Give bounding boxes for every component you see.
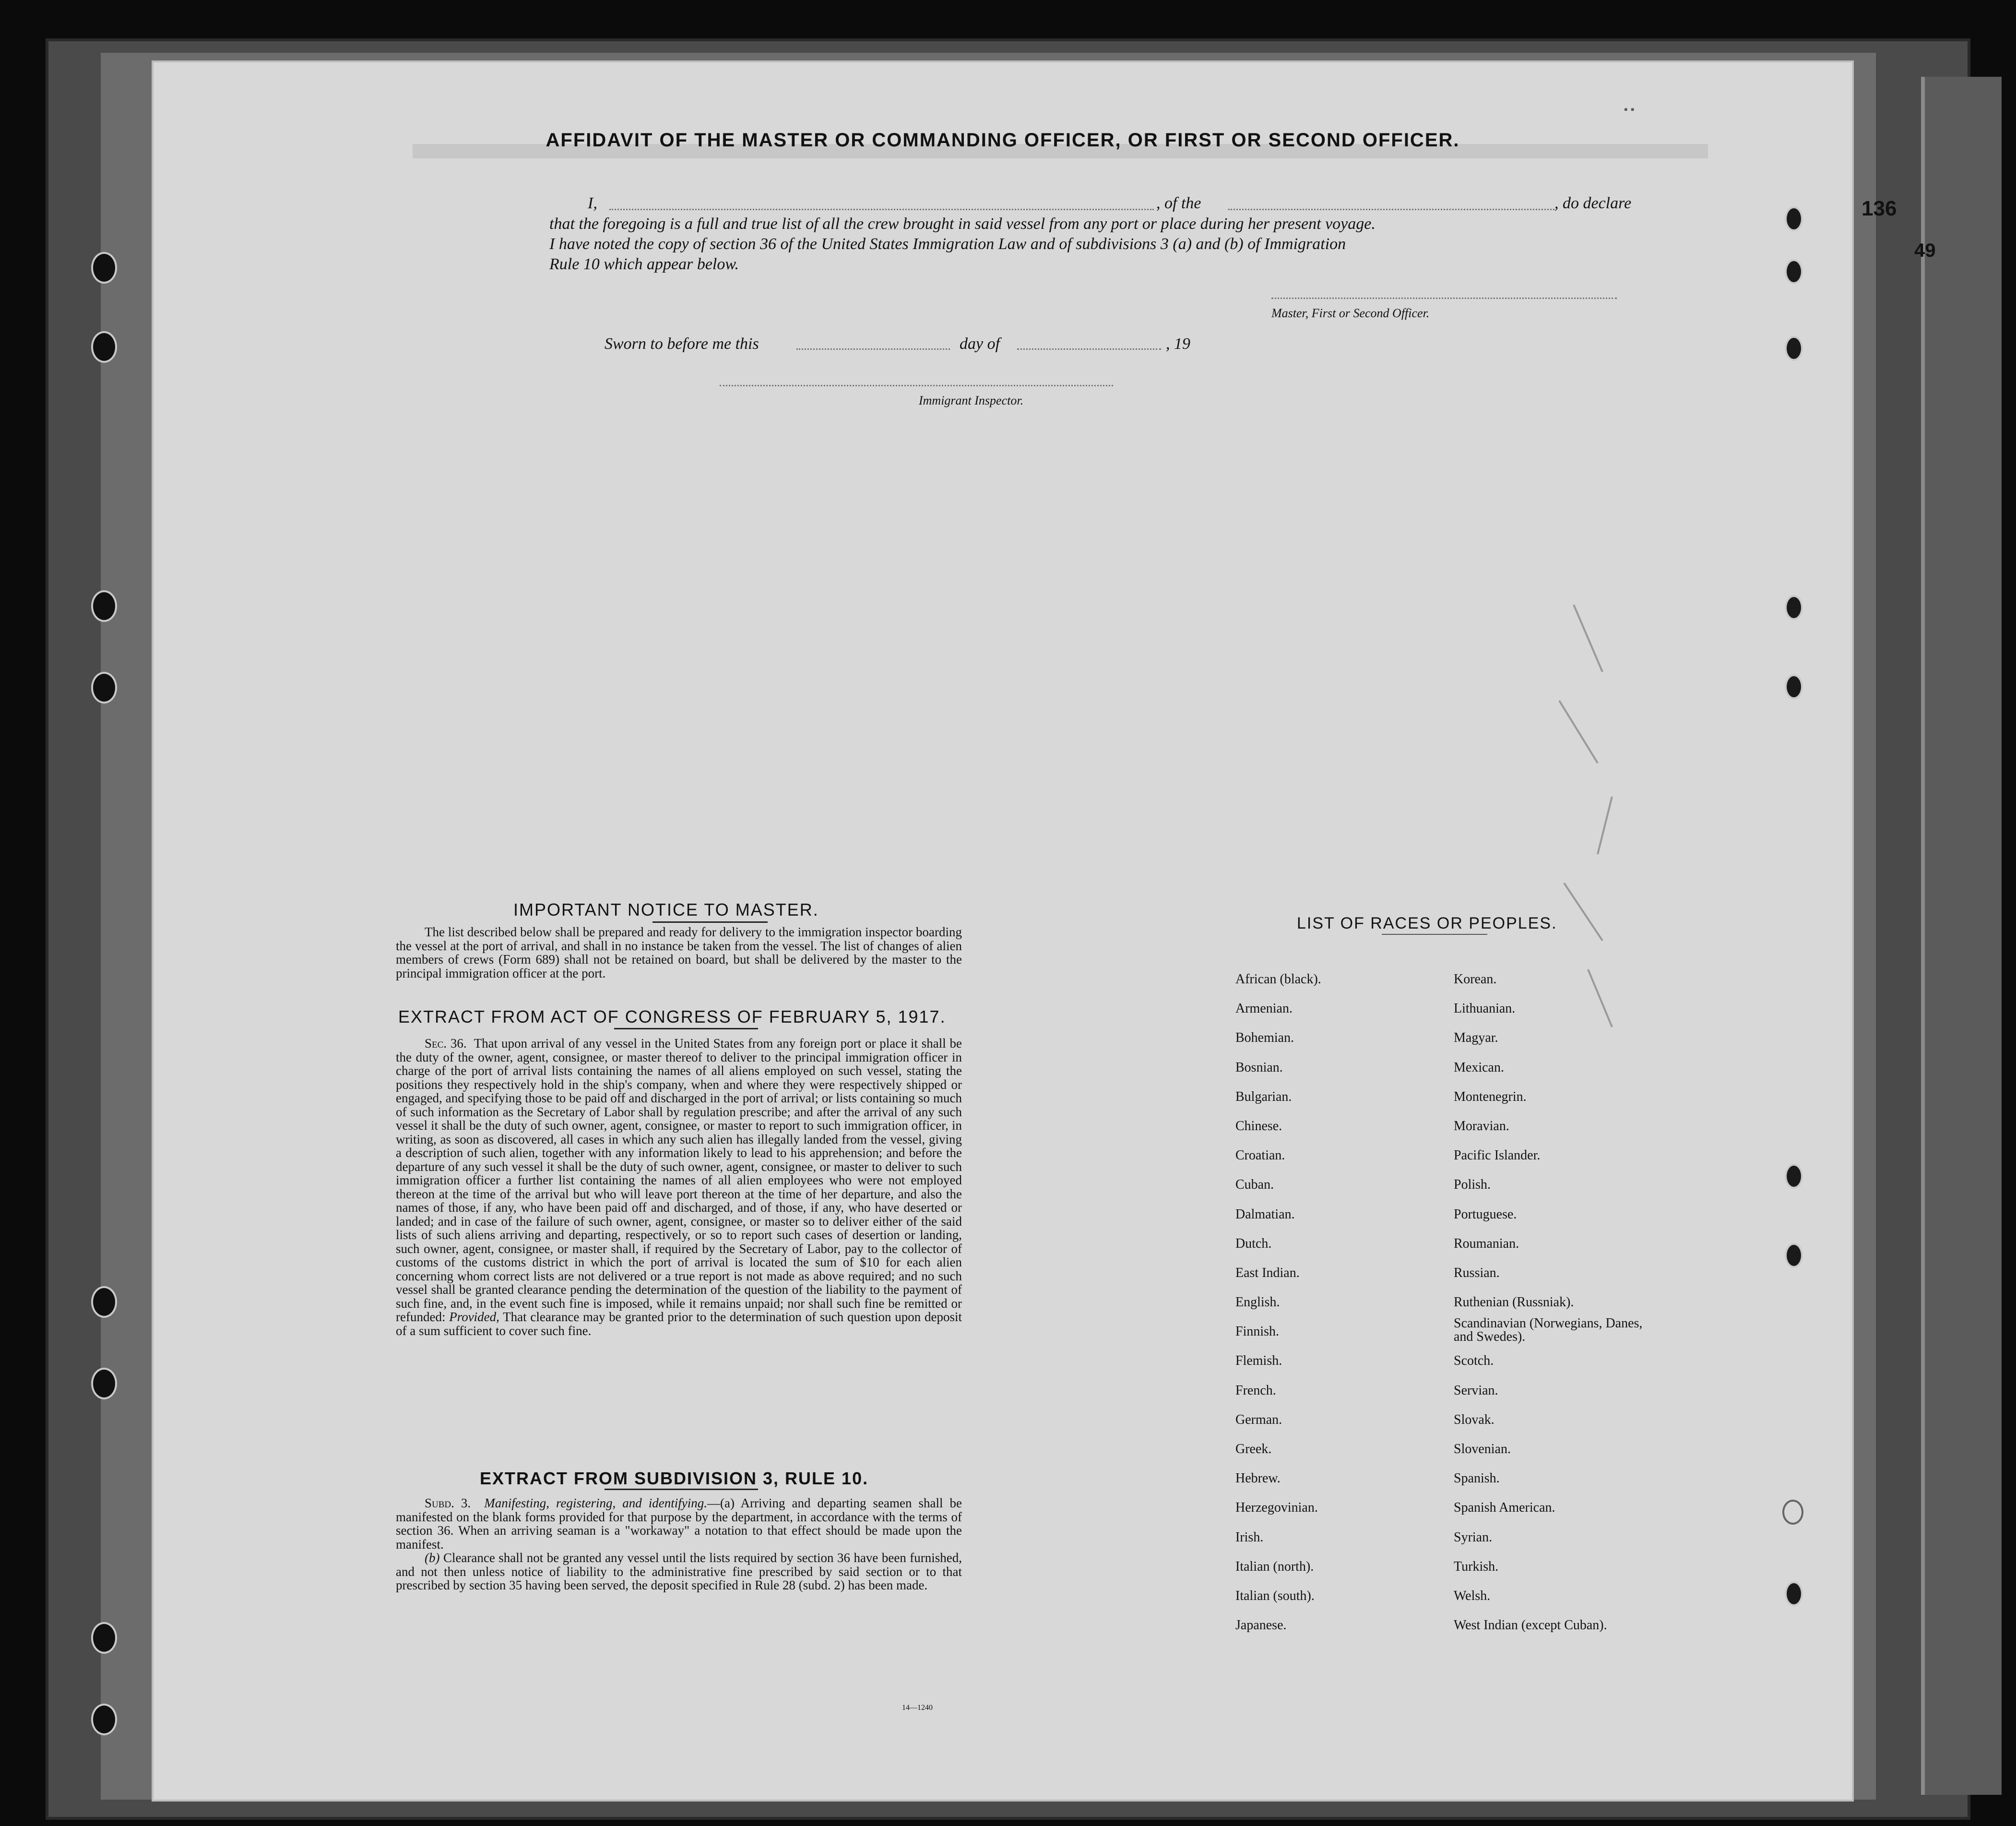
- punch-hole: [91, 672, 117, 704]
- sworn-day-of: day of: [960, 335, 1000, 353]
- race-item: German.: [1235, 1412, 1282, 1427]
- rule10-b-label: (b): [425, 1551, 440, 1565]
- race-item: Lithuanian.: [1454, 1001, 1516, 1016]
- race-item: Chinese.: [1235, 1118, 1282, 1134]
- master-signature-label: Master, First or Second Officer.: [1271, 306, 1430, 320]
- race-item: Korean.: [1454, 972, 1497, 987]
- punch-hole: [1785, 1243, 1803, 1268]
- punch-hole: [1785, 206, 1803, 231]
- race-item: Polish.: [1454, 1177, 1491, 1193]
- race-item: West Indian (except Cuban).: [1454, 1618, 1607, 1633]
- race-item: Slovak.: [1454, 1412, 1494, 1427]
- race-item: Scandinavian (Norwegians, Danes, and Swedes).: [1454, 1316, 1643, 1345]
- race-item: Greek.: [1235, 1442, 1272, 1456]
- act-section-label: Sec. 36.: [425, 1036, 467, 1050]
- name-blank: [609, 209, 1154, 210]
- rule10-b-text: Clearance shall not be granted any vessel until the lists required by section 36 have been furnished, and not then unless notice of liability to the administrative fine prescribed by said section or to that prescribed by section 35 having been served, the deposit specified in Rule 28 (subd. 2) has been made.: [396, 1551, 962, 1592]
- races-underline: [1382, 934, 1487, 935]
- race-item: Dutch.: [1235, 1236, 1272, 1251]
- race-item: African (black).: [1235, 972, 1321, 987]
- affidavit-of-the: , of the: [1156, 194, 1201, 212]
- race-item: Cuban.: [1235, 1177, 1274, 1193]
- page-number-stamp-2: 49: [1914, 240, 1936, 261]
- races-heading: LIST OF RACES OR PEOPLES.: [1297, 914, 1557, 932]
- race-item: English.: [1235, 1295, 1280, 1310]
- race-item: Slovenian.: [1454, 1442, 1511, 1456]
- punch-hole: [91, 1704, 117, 1735]
- notice-underline: [652, 921, 768, 923]
- rule10-subd-title: Manifesting, registering, and identifying.: [484, 1496, 707, 1510]
- punch-hole: [91, 590, 117, 622]
- race-item: Magyar.: [1454, 1030, 1498, 1046]
- punch-hole: [1785, 1581, 1803, 1606]
- race-item: Portuguese.: [1454, 1206, 1517, 1222]
- rule10-heading: EXTRACT FROM SUBDIVISION 3, RULE 10.: [480, 1468, 869, 1488]
- race-item: Mexican.: [1454, 1060, 1504, 1075]
- race-item: Italian (north).: [1235, 1559, 1314, 1574]
- sworn-day-blank: [796, 348, 950, 350]
- race-item: Irish.: [1235, 1529, 1264, 1545]
- race-item: Bosnian.: [1235, 1060, 1283, 1075]
- race-item: Bohemian.: [1235, 1030, 1294, 1046]
- sworn-text: Sworn to before me this: [605, 335, 759, 353]
- race-item: Spanish American.: [1454, 1500, 1555, 1516]
- races-left-column: [1235, 965, 1321, 1640]
- page-number-stamp: 136: [1862, 197, 1897, 220]
- race-item: Scotch.: [1454, 1353, 1494, 1369]
- race-item: French.: [1235, 1383, 1276, 1398]
- race-item: Spanish.: [1454, 1471, 1500, 1486]
- rule10-subd-label: Subd. 3.: [425, 1496, 471, 1510]
- punch-hole: [91, 331, 117, 363]
- next-page-edge: [1921, 77, 2002, 1795]
- rule10-underline: [605, 1489, 758, 1490]
- race-item: Japanese.: [1235, 1618, 1287, 1633]
- act-text: That upon arrival of any vessel in the United States from any foreign port or place it shall be the duty of the owner, agent, consignee, or master thereof to deliver to the principal immigration officer in charge of the port of arrival lists containing the names of all aliens employed on such vessel, stating the positions they respectively hold in the ship's company, when and where they were respectively shipped or engaged, and specifying those to be paid off and discharged in the port of arrival; or lists containing so much of such information as the Secretary of Labor shall by regulation prescribe; and after the arrival of any such vessel it shall be the duty of such owner, agent, consignee, or master to report to such immigration officer, in writing, as soon as discovered, all cases in which any such alien has illegally landed from the vessel, giving a description of such alien, together with any information likely to lead to his apprehension; and before the departure of any such vessel it shall be the duty of such owner, agent, consignee, or master to deliver to such immigration officer a further list containing the names of all alien employees who were not employed thereon at the time of the arrival but who will leave port thereon at the time of her departure, and also the names of those, if any, who have been paid off and discharged, and of those, if any, who have deserted or landed; and in case of the failure of such owner, agent, consignee, or master so to deliver either of the said lists of such aliens arriving and departing, respectively, or so to report such cases of desertion or landing, such owner, agent, consignee, or master shall, if required by the Secretary of Labor, pay to the collector of customs of the customs district in which the port of arrival is located the sum of $10 for each alien concerning whom correct lists are not delivered or a true report is not made as above required; and no such vessel shall be granted clearance pending the determination of the question of the liability to the payment of such fine, and, in the event such fine is imposed, while it remains unpaid; nor shall such fine be remitted or refunded:: [396, 1036, 962, 1324]
- affidavit-line-4: Rule 10 which appear below.: [549, 255, 739, 273]
- race-item: Ruthenian (Russniak).: [1454, 1295, 1574, 1310]
- form-number: 14—1240: [902, 1704, 933, 1712]
- affidavit-declare: , do declare: [1554, 194, 1632, 212]
- punch-hole: [1785, 1164, 1803, 1189]
- inspector-signature-line: [720, 385, 1113, 386]
- race-item: Turkish.: [1454, 1559, 1499, 1574]
- sworn-year: , 19: [1166, 335, 1190, 353]
- race-item: Pacific Islander.: [1454, 1148, 1541, 1163]
- punch-hole: [91, 252, 117, 284]
- race-item: Italian (south).: [1235, 1588, 1315, 1603]
- affidavit-line-3: I have noted the copy of section 36 of the United States Immigration Law and of subdivisions 3 (a) and (b) of Immigration: [549, 235, 1346, 253]
- race-item: Finnish.: [1235, 1324, 1280, 1339]
- notice-paragraph: [396, 925, 962, 980]
- punch-hole: [91, 1622, 117, 1654]
- affidavit-i: I,: [588, 194, 597, 212]
- punch-hole: [1785, 674, 1803, 699]
- notice-text: The list described below shall be prepared and ready for delivery to the immigration inspector boarding the vessel at the port of arrival, and shall in no instance be taken from the vessel. The list of changes of alien members of crews (Form 689) shall not be retained on board, but shall be delivered by the master to the principal immigration officer at the port.: [396, 925, 962, 980]
- notice-heading: IMPORTANT NOTICE TO MASTER.: [513, 900, 819, 919]
- race-item: Welsh.: [1454, 1588, 1491, 1603]
- race-item: Flemish.: [1235, 1353, 1282, 1369]
- race-item: Bulgarian.: [1235, 1089, 1292, 1104]
- race-item: Montenegrin.: [1454, 1089, 1527, 1104]
- race-item: Dalmatian.: [1235, 1206, 1295, 1222]
- race-item: Moravian.: [1454, 1118, 1509, 1134]
- corner-mark: ▪ ▪: [1624, 103, 1635, 115]
- inspector-signature-label: Immigrant Inspector.: [919, 394, 1024, 407]
- race-item: Hebrew.: [1235, 1471, 1281, 1486]
- punch-ring: [1782, 1500, 1803, 1525]
- act-provided: Provided,: [449, 1310, 499, 1324]
- manifest-page: [154, 62, 1852, 1800]
- rule10-paragraph: [396, 1496, 962, 1592]
- race-item: Herzegovinian.: [1235, 1500, 1318, 1516]
- punch-hole: [1785, 595, 1803, 620]
- sworn-month-blank: [1017, 348, 1161, 350]
- race-item: Croatian.: [1235, 1148, 1285, 1163]
- vessel-blank: [1228, 209, 1554, 210]
- punch-hole: [1785, 259, 1803, 284]
- race-item: Servian.: [1454, 1383, 1498, 1398]
- punch-hole: [91, 1286, 117, 1318]
- rule10-a-text: —(a) Arriving and departing seamen shall be manifested on the blank forms provided for that purpose by the department, in accordance with the terms of section 36. When an arriving seaman is a "workaway" a notation to that effect should be made upon the manifest.: [396, 1496, 962, 1552]
- race-item: Syrian.: [1454, 1529, 1493, 1545]
- punch-hole: [1785, 336, 1803, 361]
- act-paragraph: [396, 1037, 962, 1337]
- races-right-column: [1454, 965, 1655, 1640]
- affidavit-title: AFFIDAVIT OF THE MASTER OR COMMANDING OFFICER, OR FIRST OR SECOND OFFICER.: [546, 130, 1460, 151]
- affidavit-line-2: that the foregoing is a full and true list of all the crew brought in said vessel from any port or place during her present voyage.: [549, 215, 1376, 233]
- act-text-end: That clearance may be granted prior to the determination of such question upon deposit of a sum sufficient to cover such fine.: [396, 1310, 962, 1338]
- punch-hole: [91, 1368, 117, 1399]
- master-signature-line: [1271, 298, 1617, 299]
- act-heading: EXTRACT FROM ACT OF CONGRESS OF FEBRUARY 5, 1917.: [398, 1007, 946, 1026]
- race-item: Russian.: [1454, 1265, 1500, 1280]
- act-underline: [614, 1028, 758, 1029]
- race-item: East Indian.: [1235, 1265, 1300, 1280]
- race-item: Roumanian.: [1454, 1236, 1519, 1251]
- race-item: Armenian.: [1235, 1001, 1293, 1016]
